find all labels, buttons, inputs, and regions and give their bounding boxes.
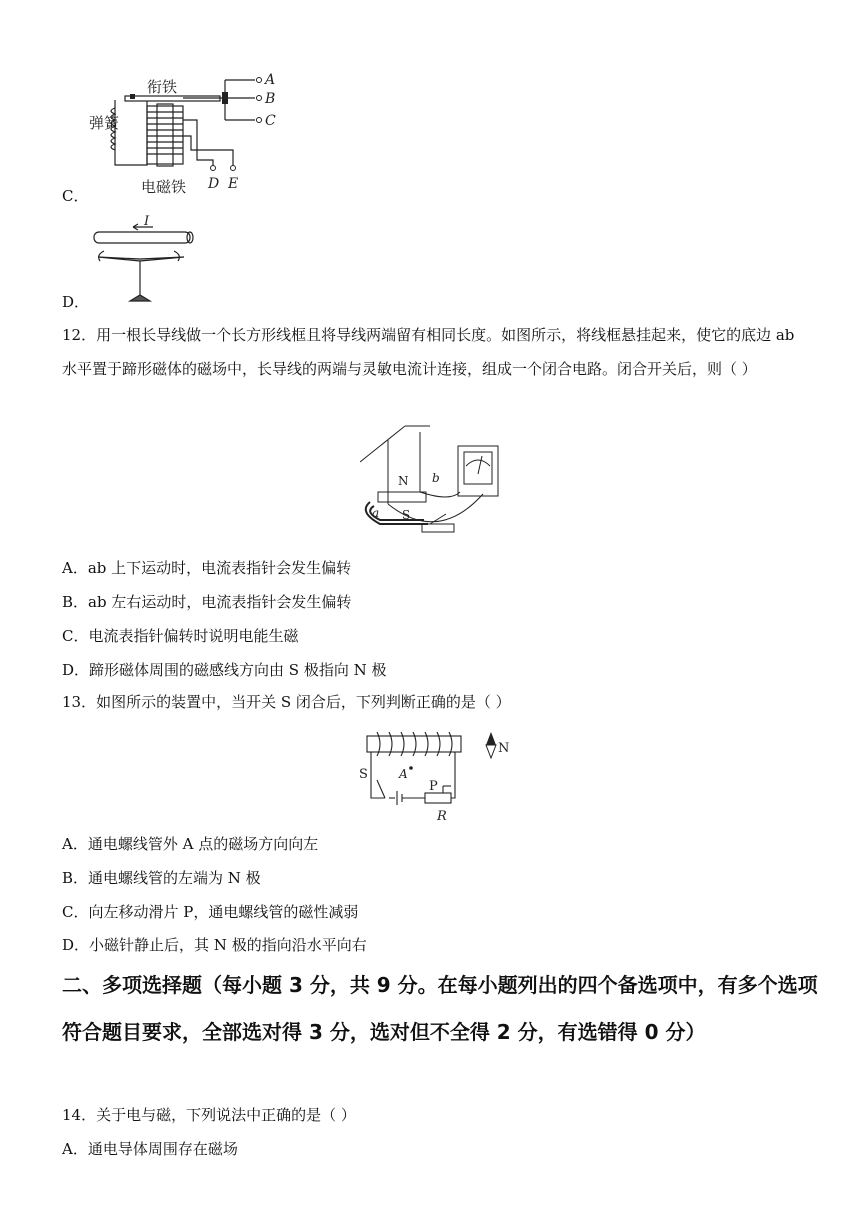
svg-text:B: B	[265, 91, 276, 107]
q12-figure	[360, 422, 502, 550]
q12-stem: 12．用一根长导线做一个长方形线框且将导线两端留有相同长度。如图所示，将线框悬挂起来，使它的底边 ab 水平置于蹄形磁体的磁场中，长导线的两端与灵敏电流计连接，组成一个闭合电路。闭合开关后，则（ ）	[62, 326, 795, 378]
q13-figure	[355, 728, 515, 823]
q12-option-d: D．蹄形磁体周围的磁感线方向由 S 极指向 N 极	[62, 661, 387, 679]
q14-stem: 14．关于电与磁，下列说法中正确的是（ ）	[62, 1106, 356, 1124]
point-a-label: A	[399, 767, 408, 781]
q14-option-a: A．通电导体周围存在磁场	[62, 1140, 238, 1158]
option-d-label: D．	[62, 293, 90, 311]
option-c-label: C．	[62, 187, 89, 205]
svg-text:E: E	[228, 176, 239, 192]
q13-option-a: A．通电螺线管外 A 点的磁场方向向左	[62, 835, 319, 853]
q13-option-b: B．通电螺线管的左端为 N 极	[62, 869, 261, 887]
switch-label: S	[359, 767, 368, 782]
relay-figure	[85, 70, 285, 195]
q12-option-b: B．ab 左右运动时，电流表指针会发生偏转	[62, 593, 352, 611]
wire-needle-figure	[88, 215, 198, 307]
slider-label: P	[429, 779, 438, 794]
electromagnet-label: 电磁铁	[141, 178, 187, 195]
q13-stem: 13．如图所示的装置中，当开关 S 闭合后，下列判断正确的是（ ）	[62, 693, 511, 711]
current-label: I	[144, 215, 150, 229]
rheostat-label: R	[437, 809, 447, 823]
q13-option-c: C．向左移动滑片 P，通电螺线管的磁性减弱	[62, 903, 359, 921]
a-label: a	[372, 506, 380, 520]
section-2-heading	[62, 962, 822, 1056]
q13-option-d: D．小磁针静止后，其 N 极的指向沿水平向右	[62, 936, 367, 954]
compass-label: N	[498, 741, 510, 756]
south-label: S	[402, 508, 411, 522]
svg-text:C: C	[265, 113, 276, 129]
spring-label: 弹簧	[89, 114, 120, 132]
q12-option-c: C．电流表指针偏转时说明电能生磁	[62, 627, 299, 645]
b-label: b	[432, 471, 440, 485]
section-2-note: （每小题 3 分，共 9 分。在每小题列出的四个备选项中，有多个选项符合题目要求，全部选对得 3 分，选对但不全得 2 分，有选错得 0 分）	[62, 973, 818, 1044]
svg-text:A: A	[265, 72, 276, 88]
armature-label: 衔铁	[147, 78, 178, 96]
svg-text:D: D	[208, 176, 220, 192]
section-2-title: 二、多项选择题	[62, 973, 202, 997]
north-label: N	[398, 474, 409, 488]
q12-option-a: A．ab 上下运动时，电流表指针会发生偏转	[62, 559, 352, 577]
